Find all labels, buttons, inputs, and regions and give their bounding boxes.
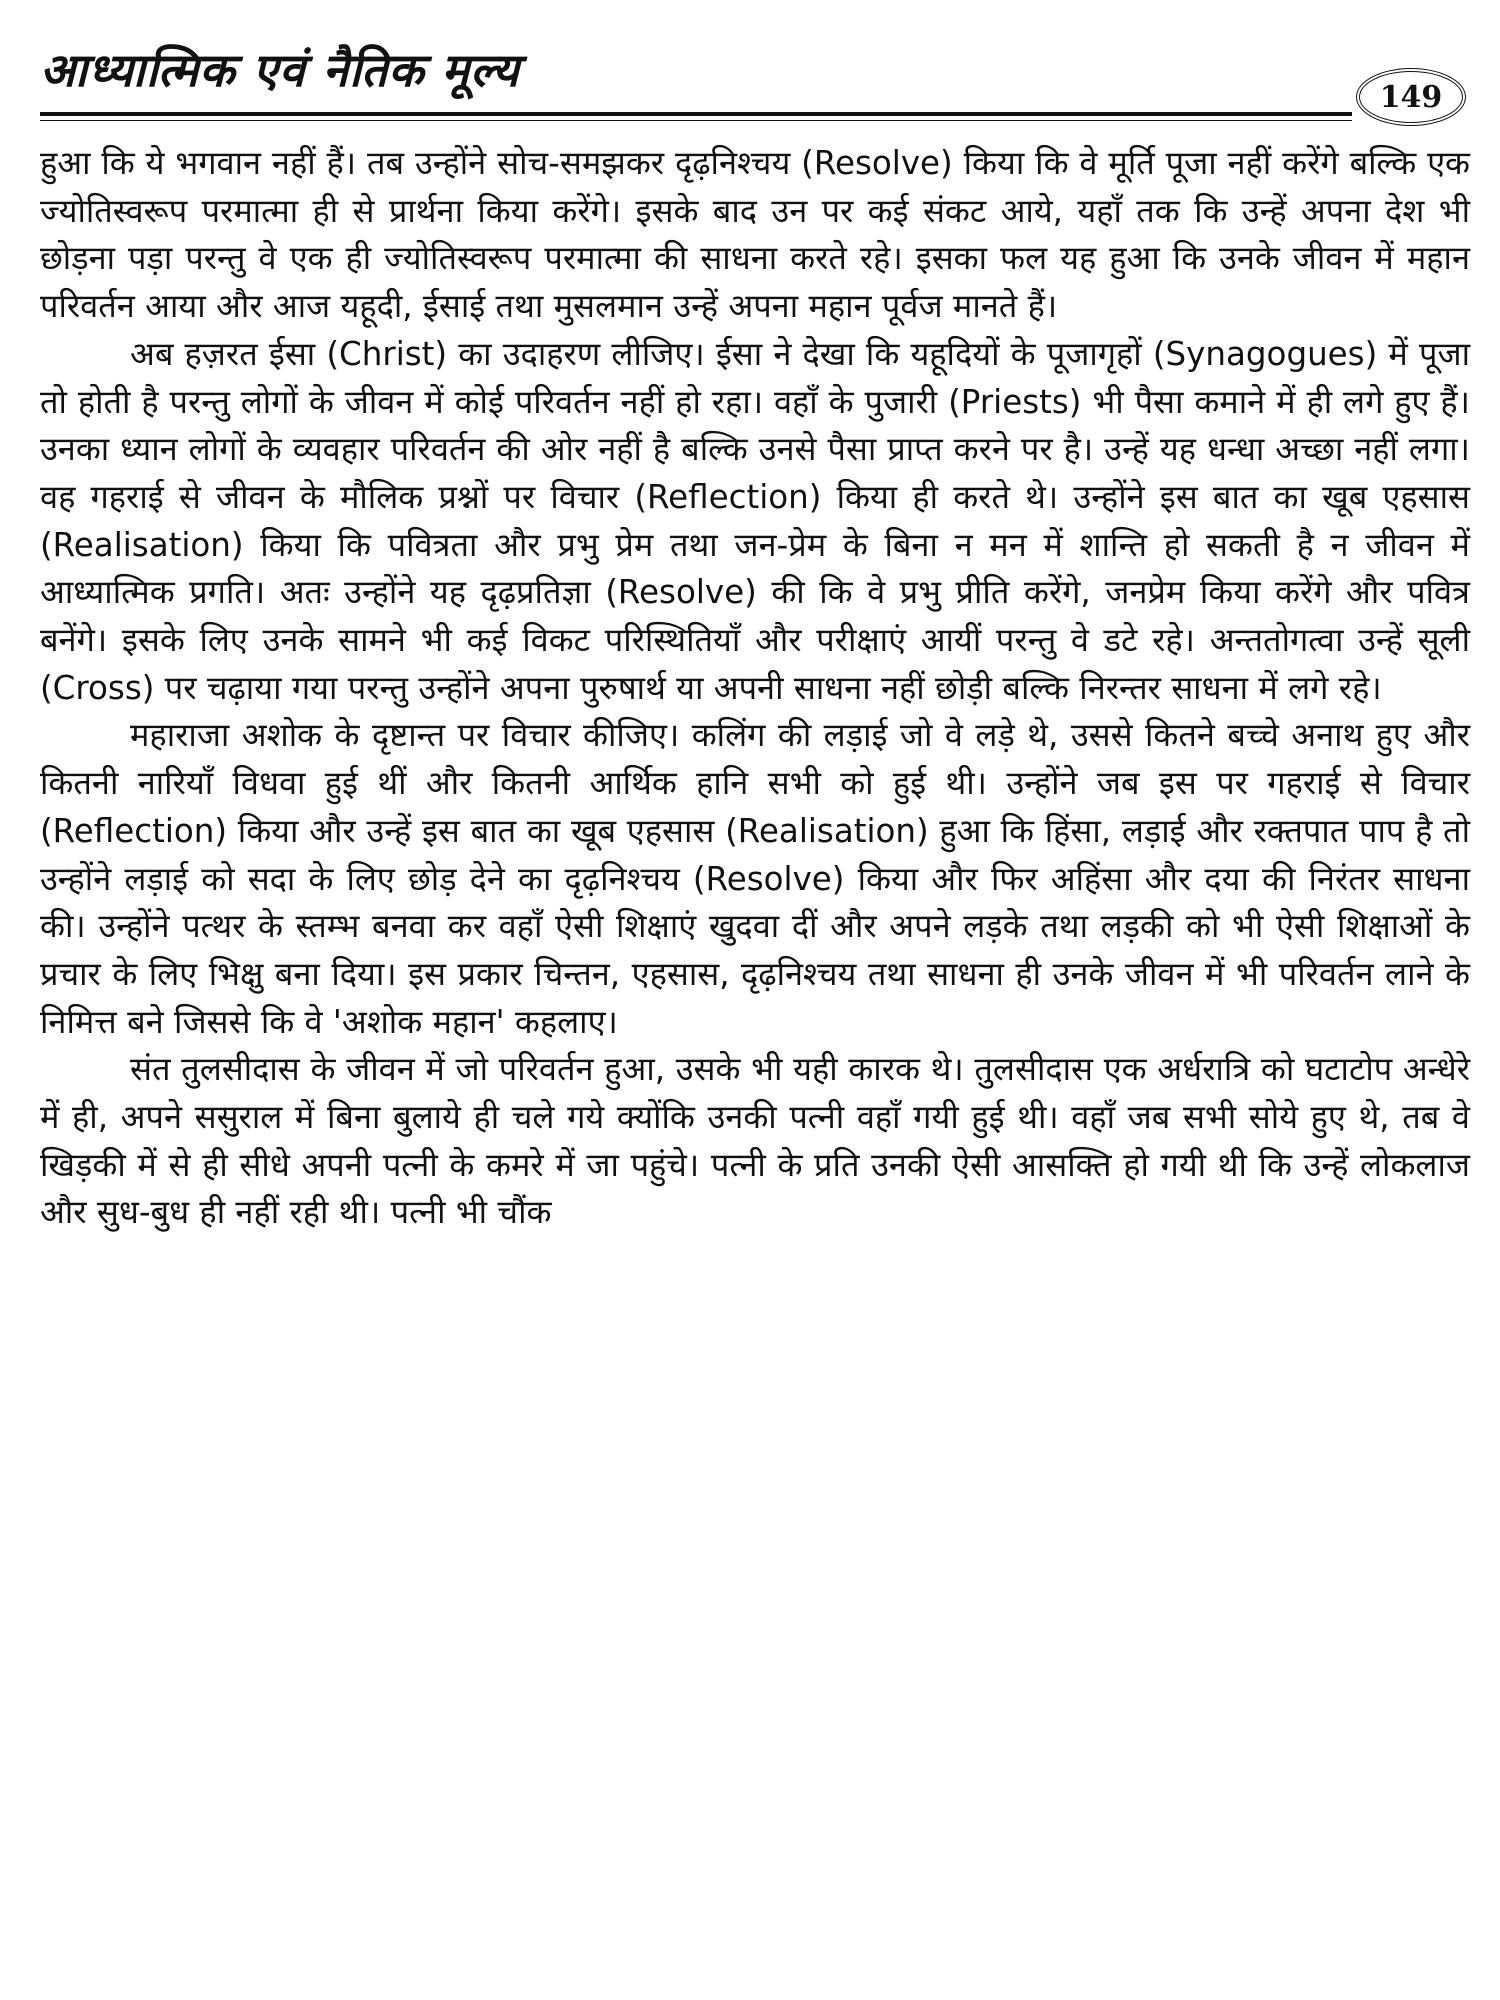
page-header: [40, 30, 1470, 130]
header-rule: [40, 112, 1352, 121]
body-text: [40, 140, 1470, 1237]
paragraph-2: अब हज़रत ईसा (Christ) का उदाहरण लीजिए। ईसा ने देखा कि यहूदियों के पूजागृहों (Synagogues) में पूजा तो होती है परन्तु लोगों के जीवन में कोई परिवर्तन नहीं हो रहा। वहाँ के पुजारी (Priests) भी पैसा कमाने में ही लगे हुए हैं। उनका ध्यान लोगों के व्यवहार परिवर्तन की ओर नहीं है बल्कि उनसे पैसा प्राप्त करने पर है। उन्हें यह धन्धा अच्छा नहीं लगा। वह गहराई से जीवन के मौलिक प्रश्नों पर विचार (Reflection) किया ही करते थे। उन्होंने इस बात का खूब एहसास (Realisation) किया कि पवित्रता और प्रभु प्रेम तथा जन-प्रेम के बिना न मन में शान्ति हो सकती है न जीवन में आध्यात्मिक प्रगति। अतः उन्होंने यह दृढ़प्रतिज्ञा (Resolve) की कि वे प्रभु प्रीति करेंगे, जनप्रेम किया करेंगे और पवित्र बनेंगे। इसके लिए उनके सामने भी कई विकट परिस्थितियाँ और परीक्षाएं आयीं परन्तु वे डटे रहे। अन्ततोगत्वा उन्हें सूली (Cross) पर चढ़ाया गया परन्तु उन्होंने अपना पुरुषार्थ या अपनी साधना नहीं छोड़ी बल्कि निरन्तर साधना में लगे रहे।: [40, 334, 1470, 707]
paragraph-1: हुआ कि ये भगवान नहीं हैं। तब उन्होंने सोच-समझकर दृढ़निश्चय (Resolve) किया कि वे मूर्ति पूजा नहीं करेंगे बल्कि एक ज्योतिस्वरूप परमात्मा ही से प्रार्थना किया करेंगे। इसके बाद उन पर कई संकट आये, यहाँ तक कि उन्हें अपना देश भी छोड़ना पड़ा परन्तु वे एक ही ज्योतिस्वरूप परमात्मा की साधना करते रहे। इसका फल यह हुआ कि उनके जीवन में महान परिवर्तन आया और आज यहूदी, ईसाई तथा मुसलमान उन्हें अपना महान पूर्वज मानते हैं।: [40, 144, 1470, 326]
paragraph-4: संत तुलसीदास के जीवन में जो परिवर्तन हुआ, उसके भी यही कारक थे। तुलसीदास एक अर्धरात्रि को घटाटोप अन्धेरे में ही, अपने ससुराल में बिना बुलाये ही चले गये क्योंकि उनकी पत्नी वहाँ गयी हुई थी। वहाँ जब सभी सोये हुए थे, तब वे खिड़की में से ही सीधे अपनी पत्नी के कमरे में जा पहुंचे। पत्नी के प्रति उनकी ऐसी आसक्ति हो गयी थी कि उन्हें लोकलाज और सुध-बुध ही नहीं रही थी। पत्नी भी चौंक: [40, 1050, 1470, 1232]
running-head-title: आध्यात्मिक एवं नैतिक मूल्य: [40, 43, 520, 97]
paragraph-3: महाराजा अशोक के दृष्टान्त पर विचार कीजिए। कलिंग की लड़ाई जो वे लड़े थे, उससे कितने बच्चे अनाथ हुए और कितनी नारियाँ विधवा हुई थीं और कितनी आर्थिक हानि सभी को हुई थी। उन्होंने जब इस पर गहराई से विचार (Reflection) किया और उन्हें इस बात का खूब एहसास (Realisation) हुआ कि हिंसा, लड़ाई और रक्तपात पाप है तो उन्होंने लड़ाई को सदा के लिए छोड़ देने का दृढ़निश्चय (Resolve) किया और फिर अहिंसा और दया की निरंतर साधना की। उन्होंने पत्थर के स्तम्भ बनवा कर वहाँ ऐसी शिक्षाएं खुदवा दीं और अपने लड़के तथा लड़की को भी ऐसी शिक्षाओं के प्रचार के लिए भिक्षु बना दिया। इस प्रकार चिन्तन, एहसास, दृढ़निश्चय तथा साधना ही उनके जीवन में भी परिवर्तन लाने के निमित्त बने जिससे कि वे 'अशोक महान' कहलाए।: [40, 716, 1470, 1041]
page-number-badge: 149: [1356, 68, 1466, 126]
